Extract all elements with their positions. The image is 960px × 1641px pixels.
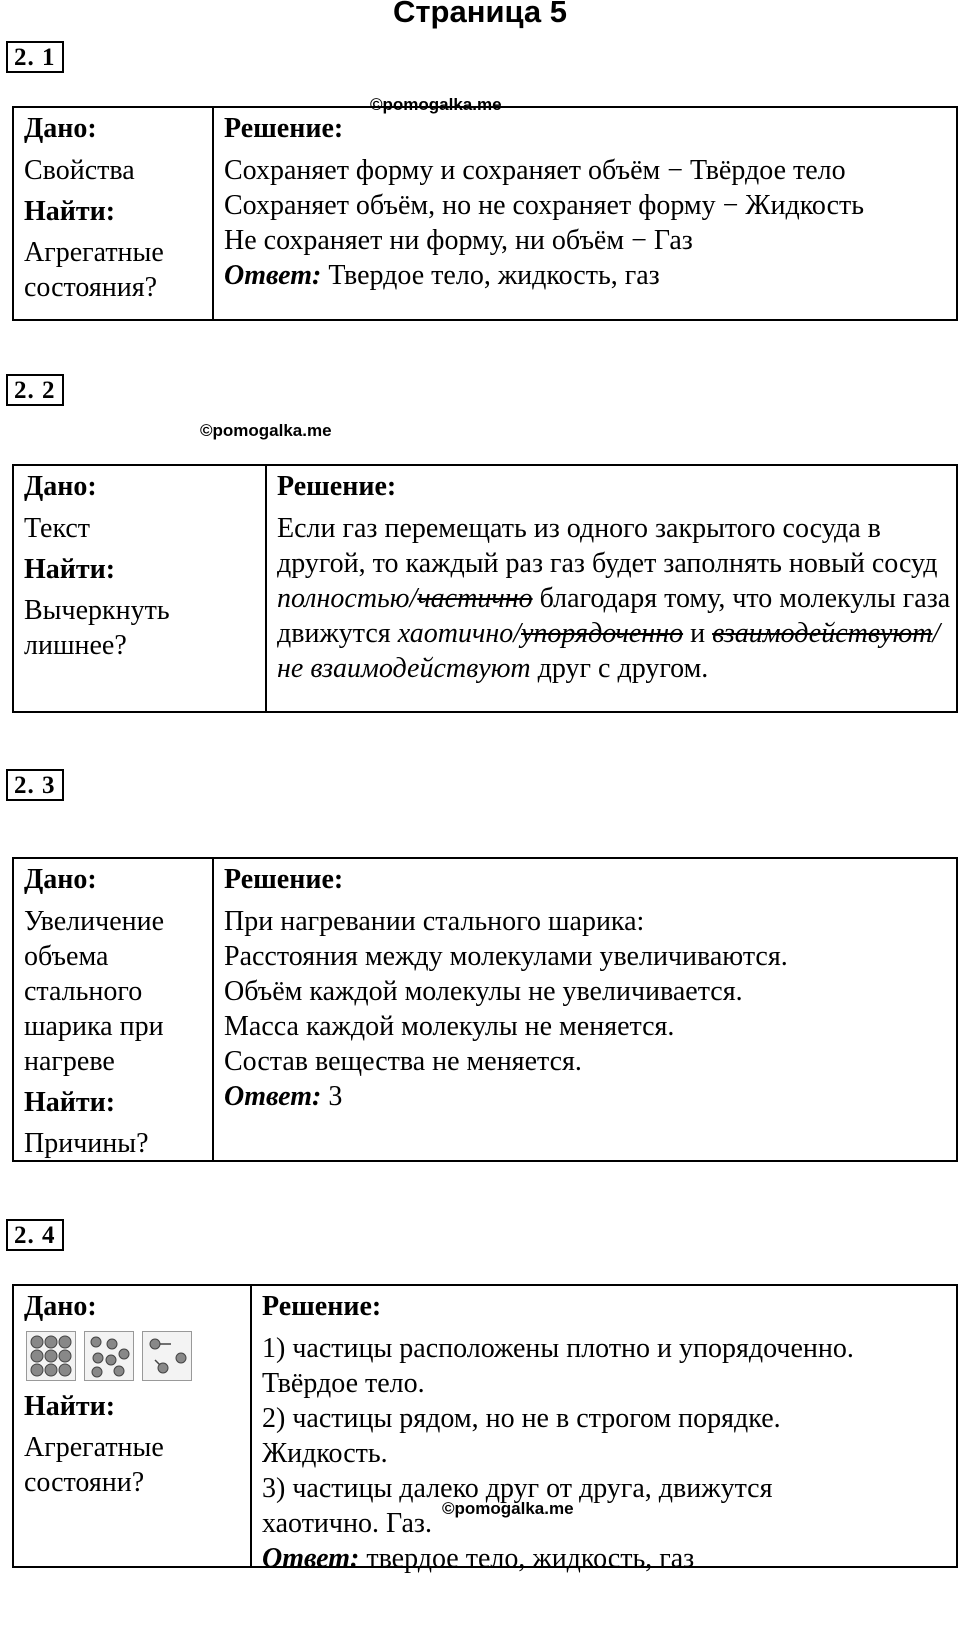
option-crossed-out: упорядоченно [521, 618, 684, 649]
solution-label: Решение: [224, 864, 344, 895]
states-illustration [26, 1331, 250, 1381]
find-text: Агрегатные [24, 237, 164, 268]
page-title: Страница 5 [392, 0, 568, 29]
find-text: состояни? [24, 1467, 145, 1498]
solution-line: 3) частицы далеко друг от друга, движутся [262, 1473, 773, 1504]
option-crossed-out: частично [417, 583, 533, 614]
find-text: Причины? [24, 1128, 149, 1159]
given-label: Дано: [24, 1291, 97, 1322]
answer-text: твердое тело, жидкость, газ [366, 1543, 695, 1574]
find-label: Найти: [24, 1391, 116, 1422]
given-label: Дано: [24, 471, 97, 502]
given-text: Свойства [24, 155, 135, 186]
find-text: Агрегатные [24, 1432, 164, 1463]
solution-line: Сохраняет форму и сохраняет объём − Твёрдое тело [224, 155, 846, 186]
given-text: объема [24, 941, 109, 972]
option-kept: полностью/ [277, 583, 418, 614]
solution-line: Объём каждой молекулы не увеличивается. [224, 976, 743, 1007]
solution-line: Состав вещества не меняется. [224, 1046, 582, 1077]
solution-line: Расстояния между молекулами увеличиваются. [224, 941, 788, 972]
task-number: 2. 1 [6, 41, 64, 73]
given-text: Увеличение [24, 906, 165, 937]
answer-line [262, 1541, 952, 1576]
option-kept: хаотично/ [397, 618, 521, 649]
given-column [14, 1286, 252, 1566]
given-column [14, 466, 267, 711]
task-table [12, 464, 958, 713]
answer-label: Ответ: [224, 260, 322, 291]
answer-label: Ответ: [262, 1543, 360, 1574]
solution-line: Твёрдое тело. [262, 1368, 425, 1399]
solution-line: При нагревании стального шарика: [224, 906, 645, 937]
given-label: Дано: [24, 113, 97, 144]
find-text: лишнее? [24, 630, 127, 661]
solution-text: благодаря тому, что молекулы газа движутся [277, 583, 951, 649]
option-kept: /не взаимодействуют [277, 618, 941, 684]
given-text: Текст [24, 513, 91, 544]
given-column [14, 859, 214, 1160]
solution-line: хаотично. Газ. [262, 1508, 432, 1539]
option-crossed-out: взаимодействуют [712, 618, 933, 649]
solution-text: Если газ перемещать из одного закрытого сосуда в другой, то каждый раз газ будет заполнять новый сосуд [277, 513, 938, 579]
task-table [12, 857, 958, 1162]
find-text: состояния? [24, 272, 158, 303]
task-number: 2. 2 [6, 374, 64, 406]
solution-line: Сохраняет объём, но не сохраняет форму − Жидкость [224, 190, 865, 221]
answer-line [224, 258, 952, 293]
watermark: ©pomogalka.me [370, 95, 502, 114]
given-text: нагреве [24, 1046, 115, 1077]
solution-text: и [690, 618, 706, 649]
task-table [12, 106, 958, 321]
solution-line: Не сохраняет ни форму, ни объём − Газ [224, 225, 693, 256]
solution-label: Решение: [224, 113, 344, 144]
solution-text: друг с другом. [537, 653, 709, 684]
task-table [12, 1284, 958, 1574]
liquid-particles-icon [84, 1331, 134, 1381]
find-label: Найти: [24, 1087, 116, 1118]
solution-line: 1) частицы расположены плотно и упорядоченно. [262, 1333, 854, 1364]
gas-particles-icon [142, 1331, 192, 1381]
solid-particles-icon [26, 1331, 76, 1381]
answer-text: 3 [328, 1081, 343, 1112]
solution-column [214, 859, 956, 1160]
answer-label: Ответ: [224, 1081, 322, 1112]
solution-column [214, 108, 956, 319]
solution-label: Решение: [262, 1291, 382, 1322]
solution-label: Решение: [277, 471, 397, 502]
given-column [14, 108, 214, 319]
task-number: 2. 3 [6, 769, 64, 801]
watermark: ©pomogalka.me [442, 1499, 574, 1518]
find-label: Найти: [24, 554, 116, 585]
given-label: Дано: [24, 864, 97, 895]
given-text: стального [24, 976, 143, 1007]
find-text: Вычеркнуть [24, 595, 170, 626]
solution-paragraph [277, 511, 952, 686]
solution-line: Масса каждой молекулы не меняется. [224, 1011, 675, 1042]
task-number: 2. 4 [6, 1219, 64, 1251]
solution-column [267, 466, 956, 711]
find-label: Найти: [24, 196, 116, 227]
answer-line [224, 1079, 952, 1114]
answer-text: Твердое тело, жидкость, газ [328, 260, 660, 291]
given-text: шарика при [24, 1011, 164, 1042]
watermark: ©pomogalka.me [200, 421, 332, 440]
solution-line: 2) частицы рядом, но не в строгом порядке. [262, 1403, 781, 1434]
solution-line: Жидкость. [262, 1438, 388, 1469]
solution-column [252, 1286, 956, 1574]
